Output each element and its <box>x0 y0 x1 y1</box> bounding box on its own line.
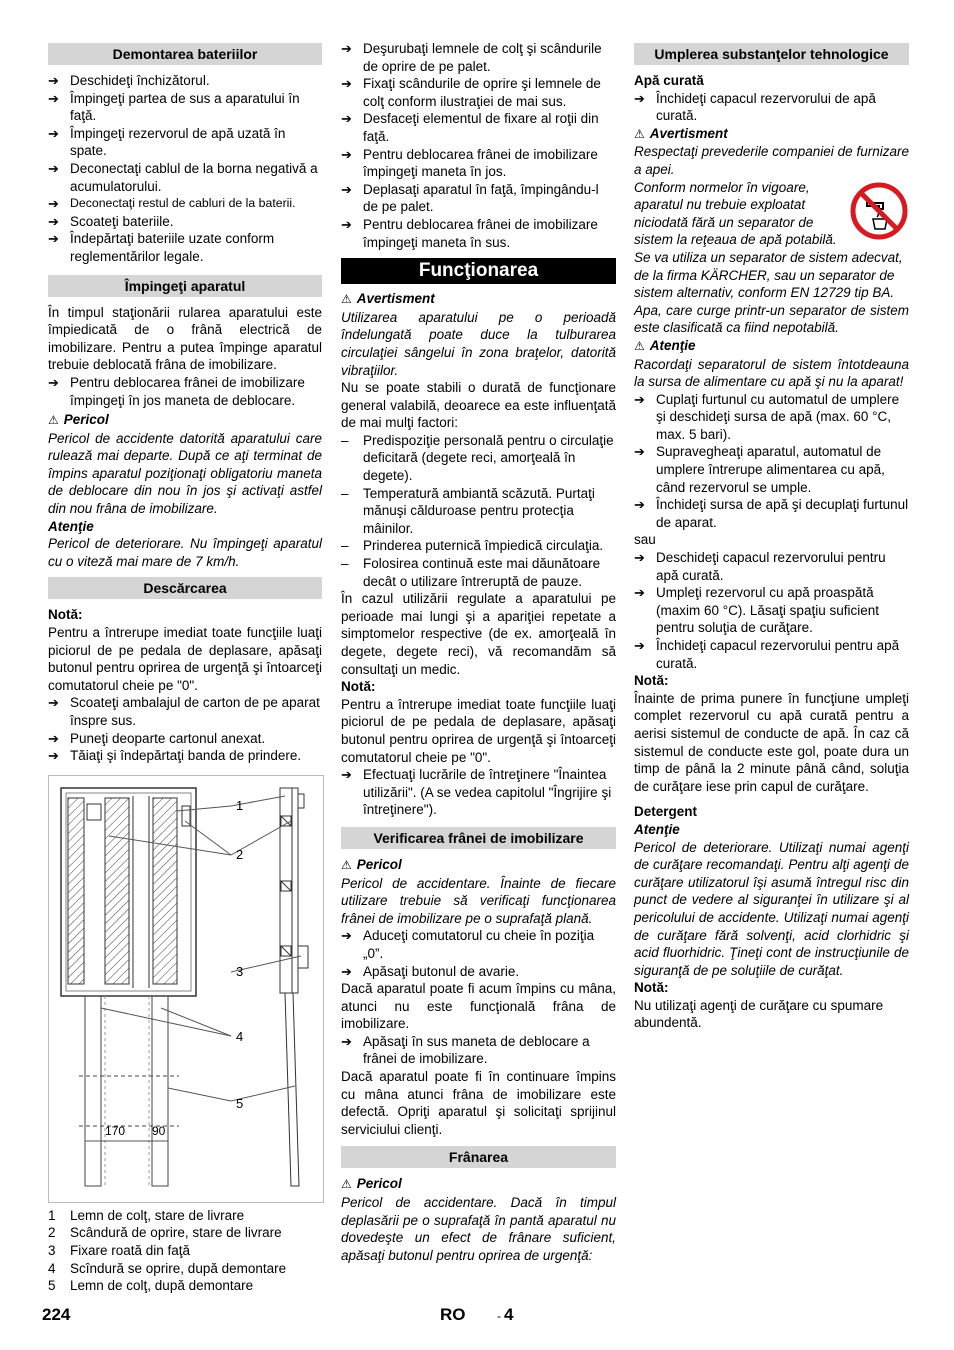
list-item: ➔ Desfaceţi elementul de fixare al roţii din faţă. <box>341 111 599 144</box>
list-item: – Temperatură ambiantă scăzută. Purtaţi mănuşi călduroase pentru protecţia mâinilor. <box>341 485 595 536</box>
section-title: Verificarea frânei de imobilizare <box>341 827 616 849</box>
arrow-icon: ➔ <box>634 585 645 601</box>
caution-label: Atenţie <box>48 518 94 534</box>
caution-label: Atenţie <box>634 821 680 837</box>
dimension-label: 90 <box>152 1123 166 1138</box>
column-middle <box>341 40 616 1264</box>
caution-label: ⚠ Atenţie <box>634 337 909 356</box>
warning-text: Respectaţi prevederile companiei de furnizare a apei. <box>634 144 909 177</box>
arrow-icon: ➔ <box>341 767 352 783</box>
danger-text: Pericol de accidentare. Înainte de fiecare utilizare trebuie să verificaţi funcţionarea frânei de imobilizare pe o suprafaţă plană. <box>341 875 616 926</box>
warning-text: Conform normelor în vigoare, aparatul nu trebuie exploatat niciodată fără un separator de sistem la reţeaua de apă potabilă. Se va utiliza un separator de sistem adecvat, de la firma KÄRCHER, sau un separator de sistem alternativ, conform EN 12729 tip BA. <box>634 179 909 302</box>
arrow-icon: ➔ <box>634 90 645 106</box>
page-number: 224 <box>42 1305 71 1324</box>
legend-item: 2 Scândură de oprire, stare de livrare <box>48 1225 282 1241</box>
legend-item: 3 Fixare roată din faţă <box>48 1242 191 1258</box>
page-footer <box>0 1305 954 1329</box>
arrow-icon: ➔ <box>48 374 59 390</box>
warning-icon: ⚠ <box>48 413 59 428</box>
arrow-icon: ➔ <box>48 695 59 711</box>
warning-text: Apa, care curge printr-un separator de sistem este clasificată ca fiind nepotabilă. <box>634 302 909 336</box>
warning-icon: ⚠ <box>341 1177 352 1192</box>
warning-label: ⚠ Avertisment <box>634 125 909 144</box>
list-item: ➔ Umpleţi rezervorul cu apă proaspătă (maxim 60 °C). Lăsaţi spaţiu suficient pentru soluţia de curăţare. <box>634 585 879 636</box>
list-item: ➔ Îndepărtaţi bateriile uzate conform reglementărilor legale. <box>48 231 275 264</box>
list-item: ➔ Deconectaţi restul de cabluri de la baterii. <box>48 196 296 212</box>
warning-icon: ⚠ <box>634 126 645 141</box>
list-item: – Predispoziţie personală pentru o circulaţie deficitară (degete reci, amorţeală în degete). <box>341 432 614 484</box>
section-title: Demontarea bateriilor <box>48 43 322 65</box>
note-text: Nu utilizaţi agenţi de curăţare cu spumare abundentă. <box>634 997 884 1031</box>
paragraph: În timpul staţionării rularea aparatului este împiedicată de o frână electrică de imobilizare. Pentru a putea împinge aparatul trebuie deblocată frâna de imobilizare. <box>48 304 322 373</box>
paragraph: În cazul utilizării regulate a aparatului pe perioade mai lungi şi a apariţiei repetate a simptomelor respective (de ex. amorţeală în degete, degete reci), vă recomandăm să consultaţi un medic. <box>341 591 616 677</box>
note-label: Notă: <box>341 679 376 695</box>
legend-item: 1 Lemn de colţ, stare de livrare <box>48 1207 245 1223</box>
caution-text: Pericol de deteriorare. Nu împingeţi aparatul cu o viteză mai mare de 7 km/h. <box>48 536 322 569</box>
arrow-icon: ➔ <box>48 231 59 247</box>
list-item: ➔ Deconectaţi cablul de la borna negativă a acumulatorului. <box>48 160 318 194</box>
legend-item: 4 Scîndură se oprire, după demontare <box>48 1260 287 1276</box>
note-label: Notă: <box>634 673 669 689</box>
column-right <box>634 40 909 1032</box>
arrow-icon: ➔ <box>634 391 645 407</box>
warning-icon: ⚠ <box>341 292 352 307</box>
arrow-icon: ➔ <box>48 196 59 212</box>
warning-icon: ⚠ <box>634 338 645 353</box>
language-code: RO <box>440 1305 466 1324</box>
list-item: – Prinderea puternică împiedică circulaţia. <box>341 538 604 554</box>
sub-page-number: - 4 <box>497 1305 514 1324</box>
list-item: ➔ Scoateţi ambalajul de carton de pe aparat înspre sus. <box>48 695 320 728</box>
danger-text: Pericol de accidente datorită aparatului care rulează mai departe. După ce aţi terminat de împins aparatul poziţionaţi obligatoriu maneta de deblocare din nou în jos şi activaţi astfel din nou frâna de imobilizare. <box>48 430 322 517</box>
section-title: Frânarea <box>341 1146 616 1168</box>
paragraph: sau <box>634 532 656 548</box>
list-item: ➔ Apăsaţi în sus maneta de deblocare a frânei de imobilizare. <box>341 1033 590 1067</box>
arrow-icon: ➔ <box>634 497 645 513</box>
arrow-icon: ➔ <box>341 146 352 162</box>
arrow-icon: ➔ <box>634 444 645 460</box>
callout-number: 3 <box>236 963 244 979</box>
callout-number: 1 <box>236 797 244 813</box>
arrow-icon: ➔ <box>48 213 59 229</box>
pallet-figure <box>48 775 324 1203</box>
figure-legend <box>48 1207 322 1295</box>
chapter-title: Funcţionarea <box>341 258 616 284</box>
note-text: Pentru a întrerupe imediat toate funcţiile luaţi piciorul de pe pedala de deplasare, apăsaţi butonul pentru oprirea de urgenţă şi întoarceţi comutatorul cheie pe "0". <box>48 625 322 693</box>
arrow-icon: ➔ <box>341 41 352 56</box>
warning-icon: ⚠ <box>341 857 352 872</box>
danger-label: ⚠ Pericol <box>341 1175 616 1194</box>
note-text: Înainte de prima punere în funcţiune umpleţi complet rezervorul cu apă curată pentru a aerisi sistemul de conducte de apă. În caz că sistemul de conducte este gol, poate dura un timp de până la 2 minute până când, soluţia de curăţare iese prin capul de curăţare. <box>634 690 909 794</box>
list-item: ➔ Închideţi capacul rezervorului de apă curată. <box>634 90 876 124</box>
arrow-icon: ➔ <box>341 181 352 197</box>
list-item: ➔ Împingeţi rezervorul de apă uzată în spate. <box>48 125 286 159</box>
subsection-label: Apă curată <box>634 73 704 88</box>
list-item: ➔ Pentru deblocarea frânei de imobilizare împingeţi maneta în jos. <box>341 146 598 180</box>
callout-number: 4 <box>236 1028 244 1044</box>
section-title: Descărcarea <box>48 577 322 599</box>
danger-label: ⚠ Pericol <box>48 411 322 430</box>
arrow-icon: ➔ <box>341 111 352 127</box>
paragraph: Dacă aparatul poate fi în continuare împins cu mâna atunci frâna de imobilizare este defectă. Opriţi aparatul şi solicitaţi sprijinul serviciului clienţi. <box>341 1069 616 1137</box>
list-item: ➔ Pentru deblocarea frânei de imobilizare împingeţi maneta în sus. <box>341 216 598 250</box>
arrow-icon: ➔ <box>341 76 352 92</box>
no-drinking-water-icon <box>849 181 909 241</box>
list-item: ➔ Fixaţi scândurile de oprire şi lemnele de colţ conform ilustraţiei de mai sus. <box>341 76 601 109</box>
legend-item: 5 Lemn de colţ, după demontare <box>48 1278 254 1294</box>
note-text: Pentru a întrerupe imediat toate funcţiile luaţi piciorul de pe pedala de deplasare, apăsaţi butonul pentru oprirea de urgenţă şi întoarceţi comutatorul cheie pe "0". <box>341 696 616 765</box>
list-item: ➔ Cuplaţi furtunul cu automatul de umplere şi deschideţi sursa de apă (max. 60 °C, max. 5 bari). <box>634 391 900 442</box>
list-item: ➔ Scoateţi bateriile. <box>48 213 174 229</box>
caution-text: Racordaţi separatorul de sistem întotdeauna la sursa de alimentare cu apă şi nu la aparat! <box>634 356 909 390</box>
danger-label: ⚠ Pericol <box>341 856 616 875</box>
note-label: Notă: <box>634 980 669 996</box>
list-item: ➔ Efectuaţi lucrările de întreţinere "Înaintea utilizării". (A se vedea capitolul "Îngrijire şi întreţinere"). <box>341 767 612 818</box>
list-item: ➔ Apăsaţi butonul de avarie. <box>341 963 520 979</box>
arrow-icon: ➔ <box>634 638 645 653</box>
list-item: ➔ Deschideţi capacul rezervorului pentru apă curată. <box>634 550 886 583</box>
arrow-icon: ➔ <box>48 73 59 88</box>
section-title: Umplerea substanţelor tehnologice <box>634 43 909 65</box>
list-item: ➔ Pentru deblocarea frânei de imobilizare împingeţi în jos maneta de deblocare. <box>48 374 305 408</box>
arrow-icon: ➔ <box>48 125 59 141</box>
arrow-icon: ➔ <box>48 90 59 106</box>
dimension-label: 170 <box>105 1123 126 1138</box>
list-item: ➔ Tăiaţi şi îndepărtaţi banda de prindere. <box>48 748 302 764</box>
list-item: ➔ Împingeţi partea de sus a aparatului în faţă. <box>48 90 300 124</box>
list-item: ➔ Supravegheaţi aparatul, automatul de umplere întrerupe alimentarea cu apă, când rezervorul se umple. <box>634 444 885 495</box>
arrow-icon: ➔ <box>341 216 352 232</box>
list-item: ➔ Închideţi capacul rezervorului pentru apă curată. <box>634 638 900 671</box>
warning-text: Utilizarea aparatului pe o perioadă îndelungată poate duce la tulburarea circulaţiei sângelui în zona braţelor, datorită vibraţiilor. <box>341 309 616 378</box>
note-label: Notă: <box>48 607 83 623</box>
list-item: ➔ Aduceţi comutatorul cu cheie în poziţia „0”. <box>341 928 595 961</box>
list-item: – Folosirea continuă este mai dăunătoare decât o utilizare întreruptă de pauze. <box>341 556 601 589</box>
subsection-label: Detergent <box>634 804 698 820</box>
arrow-icon: ➔ <box>341 1033 352 1049</box>
arrow-icon: ➔ <box>48 748 59 764</box>
section-title: Împingeţi aparatul <box>48 275 322 297</box>
arrow-icon: ➔ <box>48 730 59 746</box>
callout-number: 5 <box>236 1095 244 1111</box>
arrow-icon: ➔ <box>48 160 59 176</box>
arrow-icon: ➔ <box>341 928 352 944</box>
pallet-drawing <box>49 776 323 1202</box>
arrow-icon: ➔ <box>341 963 352 979</box>
list-item: ➔ Închideţi sursa de apă şi decuplaţi furtunul de aparat. <box>634 497 909 530</box>
list-item: ➔ Deplasaţi aparatul în faţă, împingându-l de pe palet. <box>341 181 599 215</box>
list-item: ➔ Deschideţi închizătorul. <box>48 73 210 88</box>
paragraph: Dacă aparatul poate fi acum împins cu mâna, atunci nu este funcţională frâna de imobilizare. <box>341 981 616 1032</box>
list-item: ➔ Deşurubaţi lemnele de colţ şi scândurile de oprire de pe palet. <box>341 41 602 74</box>
callout-number: 2 <box>236 846 244 862</box>
list-item: ➔ Puneţi deoparte cartonul anexat. <box>48 730 266 746</box>
caution-text: Pericol de deteriorare. Utilizaţi numai agenţi de curăţare recomandaţi. Pentru alţi agenţi de curăţare utilizatorul îşi asumă întregul risc din punct de vedere al siguranţei în utilizare şi al pericolului de accidente. Utilizaţi numai agenţi de curăţare fără solvenţi, acid clorhidric şi acid fluorhidric. Ţineţi cont de instrucţiunile de siguranţă de pe soluţiile de curăţat. <box>634 839 909 978</box>
danger-text: Pericol de accidentare. Dacă în timpul deplasării pe o suprafaţă în pantă aparatul nu dovedeşte un efect de frânare suficient, apăsaţi butonul pentru oprirea de urgenţă: <box>341 1195 616 1263</box>
warning-label: ⚠ Avertisment <box>341 290 616 309</box>
column-left <box>48 40 322 1295</box>
arrow-icon: ➔ <box>634 550 645 566</box>
paragraph: Nu se poate stabili o durată de funcţionare general valabilă, deoarece ea este influenţată de mai mulţi factori: <box>341 380 616 431</box>
list <box>48 72 322 266</box>
